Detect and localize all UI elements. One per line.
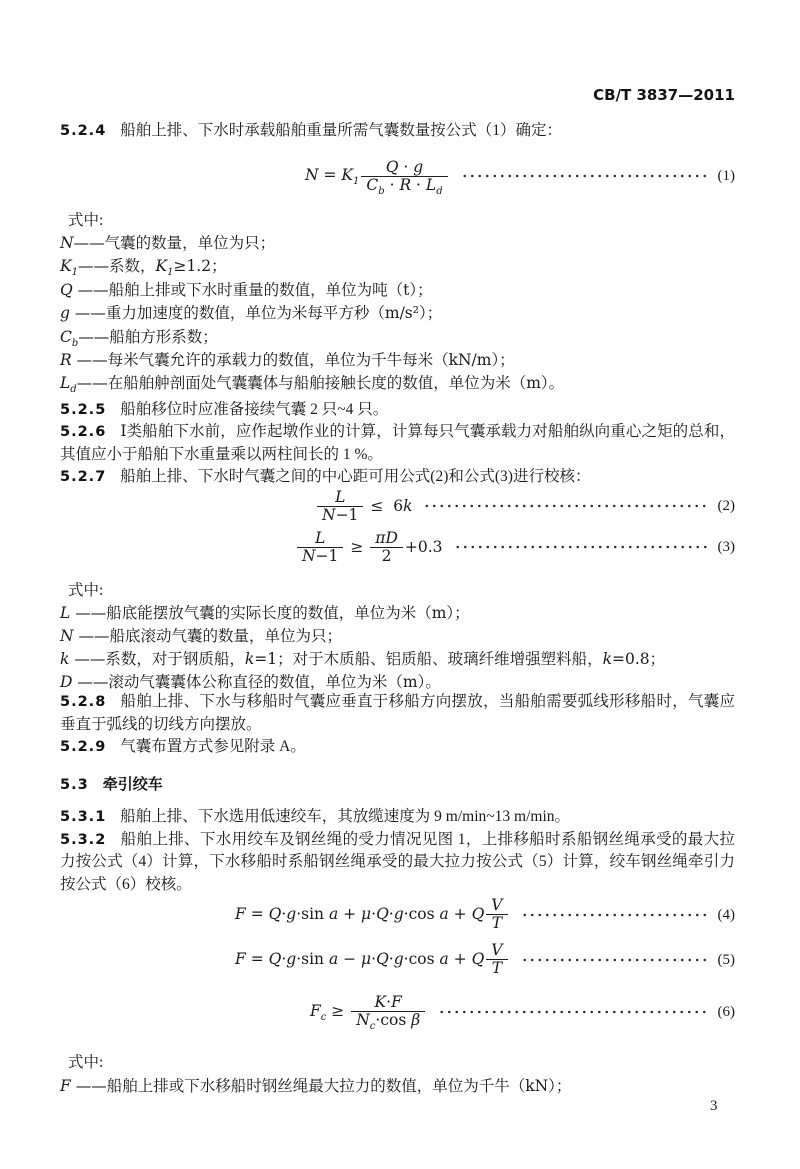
where-label-2: 式中:: [68, 581, 104, 599]
clause-5-2-7: [60, 466, 735, 489]
equation: $N = K_1$ $\frac{Q \cdot g}{C_b \cdot R \cdot L_d}$: [305, 159, 450, 194]
clause-text: 船舶移位时应准备接续气囊 2 只~4 只。: [120, 400, 389, 418]
clause-text: 船舶上排、下水用绞车及钢丝绳的受力情况见图 1，上排移船时系船钢丝绳承受的最大拉力按公式（4）计算，下水移船时系船钢丝绳承受的最大拉力按公式（5）计算，绞车钢丝绳牵引力按公式（6）校核。: [60, 830, 735, 893]
dot-leader: [438, 1010, 708, 1014]
clause-5-2-4: [60, 120, 735, 143]
variable-definition: $K_1——$系数，$K_1\ge 1.2$；: [60, 257, 227, 279]
variable-definition: F ——船舶上排或下水移船时钢丝绳最大拉力的数值，单位为千牛（kN）；: [60, 1076, 572, 1095]
clause-text: 船舶上排、下水时气囊之间的中心距可用公式(2)和公式(3)进行校核：: [120, 468, 591, 486]
formula-5: [235, 942, 735, 977]
clause-number: 5.2.5: [60, 401, 107, 418]
formula-number: (3): [717, 539, 735, 556]
clause-number: 5.2.8: [60, 694, 107, 711]
clause-number: 5.3.2: [60, 831, 107, 848]
equation: $\frac{L}{N-1}$ ≤ 6k: [315, 489, 412, 524]
variable-definition: N ——船底滚动气囊的数量，单位为只；: [60, 627, 342, 646]
dot-leader: [423, 504, 708, 508]
formula-variables-2: [60, 602, 735, 694]
formula-variables-1: [60, 232, 735, 396]
equation: F = Q·g·sin a + μ·Q·g·cos a + Q $\frac{V}{T}$: [235, 897, 510, 932]
dot-leader: [521, 913, 709, 917]
formula-6: [310, 993, 735, 1033]
variable-definition: Q ——船舶上排或下水时重量的数值，单位为吨（t）；: [60, 280, 433, 299]
heading-title: 牵引绞车: [102, 774, 163, 793]
clause-number: 5.2.6: [60, 424, 107, 441]
clause-5-2-8: [60, 691, 735, 736]
heading-number: 5.3: [60, 776, 89, 793]
clause-number: 5.2.7: [60, 469, 107, 486]
page-number: 3: [710, 1098, 718, 1114]
clause-5-3-2: [60, 829, 735, 897]
clause-5-2-9: [60, 736, 735, 759]
where-label-1: 式中:: [68, 211, 104, 229]
page-header: [60, 0, 735, 105]
formula-number: (2): [717, 498, 735, 515]
clause-text: Ⅰ类船舶下水前，应作起墩作业的计算，计算每只气囊承载力对船舶纵向重心之矩的总和，其值应小于船舶下水重量乘以两柱间长的 1 %。: [60, 423, 735, 463]
variable-definition: R ——每米气囊允许的承载力的数值，单位为千牛每米（kN/m）；: [60, 351, 515, 370]
clause-number: 5.2.9: [60, 739, 107, 756]
variable-definition: k ——系数，对于钢质船，k=1；对于木质船、铝质船、玻璃纤维增强塑料船，k=0.8；: [60, 650, 666, 669]
heading-5-3: [60, 773, 735, 797]
formula-number: (4): [717, 906, 735, 923]
variable-definition: D ——滚动气囊囊体公称直径的数值，单位为米（m）。: [60, 673, 441, 692]
clause-number: 5.3.1: [60, 809, 107, 826]
formula-number: (6): [717, 1003, 735, 1020]
variable-definition: L ——船底能摆放气囊的实际长度的数值，单位为米（m）；: [60, 604, 470, 623]
formula-number: (5): [717, 951, 735, 968]
clause-text: 船舶上排、下水时承载船舶重量所需气囊数量按公式（1）确定：: [120, 122, 563, 139]
clause-5-2-6: [60, 421, 735, 466]
formula-number: (1): [717, 167, 735, 184]
equation: $F_c$ ≥ $\frac{K\cdot F}{N_c\cdot\cos \beta}$: [310, 994, 427, 1029]
formula-variables-3: [60, 1075, 735, 1098]
dot-leader: [521, 958, 709, 962]
variable-definition: g ——重力加速度的数值，单位为米每平方秒（m/s²）；: [60, 304, 443, 323]
clause-number: 5.2.4: [60, 123, 107, 139]
clause-text: 气囊布置方式参见附录 A。: [120, 738, 306, 756]
dot-leader: [461, 174, 709, 178]
formula-2: [315, 489, 735, 524]
formula-4: [235, 897, 735, 932]
variable-definition: $C_b——$船舶方形系数；: [60, 327, 218, 349]
variable-definition: $L_d——$在船舶舯剖面处气囊囊体与船舶接触长度的数值，单位为米（m）。: [60, 374, 565, 396]
clause-5-3-1: [60, 806, 735, 829]
equation: F = Q·g·sin a − μ·Q·g·cos a + Q $\frac{V}{T}$: [235, 942, 510, 977]
clause-5-2-5: [60, 399, 735, 422]
clause-text: 船舶上排、下水与移船时气囊应垂直于移船方向摆放，当船舶需要弧线形移船时，气囊应垂直于弧线的切线方向摆放。: [60, 693, 735, 733]
variable-definition: N——气囊的数量，单位为只；: [60, 234, 276, 252]
standard-number: CB/T 3837—2011: [593, 86, 735, 104]
equation: $\frac{L}{N-1}$ ≥ $\frac{\pi D}{2}$ +0.3: [295, 530, 443, 565]
formula-3: [295, 530, 735, 565]
formula-1: [305, 157, 735, 197]
where-label-3: 式中:: [68, 1054, 104, 1072]
clause-text: 船舶上排、下水选用低速绞车，其放缆速度为 9 m/min~13 m/min。: [120, 808, 571, 826]
dot-leader: [454, 545, 709, 549]
